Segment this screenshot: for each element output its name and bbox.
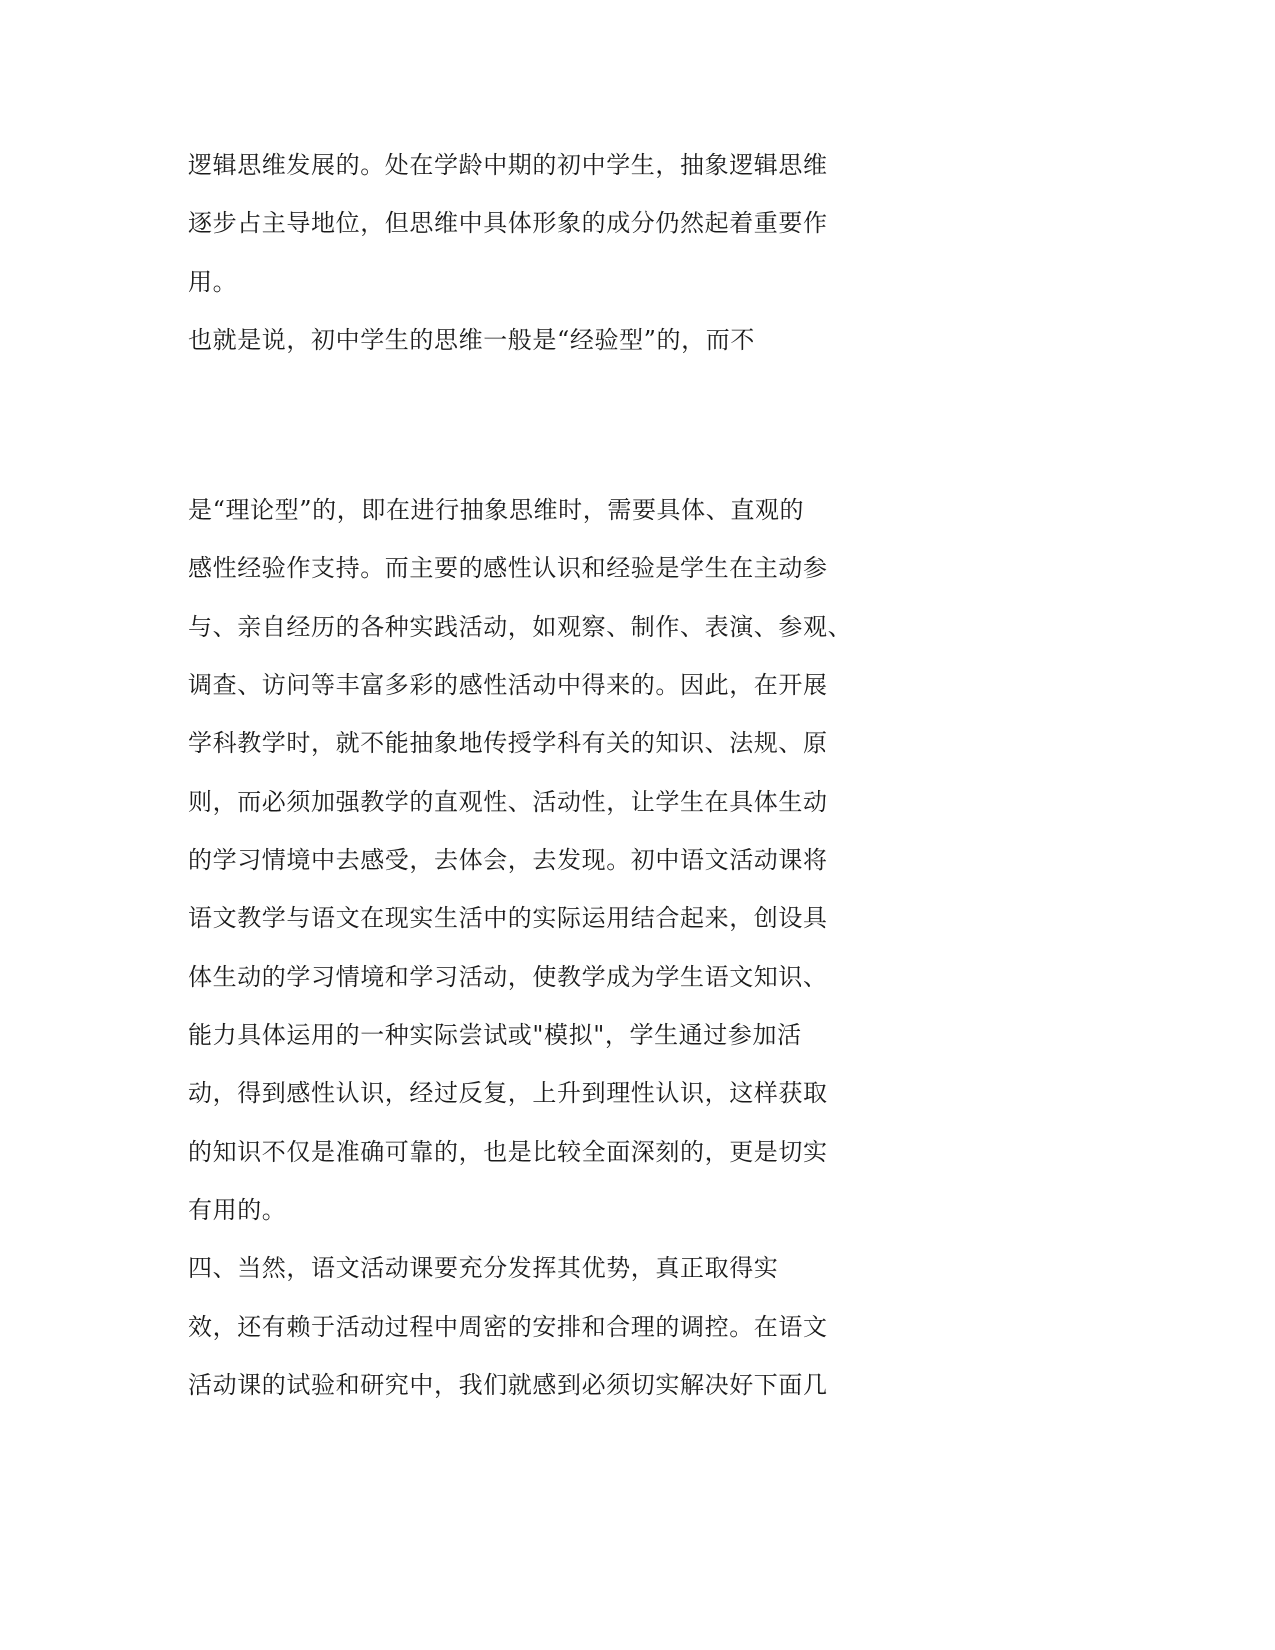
text-line: 体生动的学习情境和学习活动，使教学成为学生语文知识、: [188, 963, 828, 991]
text-line: 语文教学与语文在现实生活中的实际运用结合起来，创设具: [188, 904, 828, 932]
text-line: 能力具体运用的一种实际尝试或"模拟"，学生通过参加活: [188, 1021, 802, 1049]
text-line: 四、当然，语文活动课要充分发挥其优势，真正取得实: [188, 1254, 779, 1282]
text-line: 也就是说，初中学生的思维一般是“经验型”的，而不: [188, 326, 755, 354]
text-line: 调查、访问等丰富多彩的感性活动中得来的。因此，在开展: [188, 671, 828, 699]
text-line: 是“理论型”的，即在进行抽象思维时，需要具体、直观的: [188, 496, 805, 524]
text-line: 的学习情境中去感受，去体会，去发现。初中语文活动课将: [188, 846, 828, 874]
text-line: 感性经验作支持。而主要的感性认识和经验是学生在主动参: [188, 554, 828, 582]
text-line: 效，还有赖于活动过程中周密的安排和合理的调控。在语文: [188, 1313, 828, 1341]
text-line: 的知识不仅是准确可靠的，也是比较全面深刻的，更是切实: [188, 1138, 828, 1166]
text-line: 动，得到感性认识，经过反复，上升到理性认识，这样获取: [188, 1079, 828, 1107]
text-line: 活动课的试验和研究中，我们就感到必须切实解决好下面几: [188, 1371, 828, 1399]
text-line: 逐步占主导地位，但思维中具体形象的成分仍然起着重要作: [188, 209, 828, 237]
text-line: 用。: [188, 268, 238, 296]
text-line: 则，而必须加强教学的直观性、活动性，让学生在具体生动: [188, 788, 828, 816]
text-line: 与、亲自经历的各种实践活动，如观察、制作、表演、参观、: [188, 613, 853, 641]
text-line: 逻辑思维发展的。处在学龄中期的初中学生，抽象逻辑思维: [188, 151, 828, 179]
text-line: 有用的。: [188, 1196, 287, 1224]
text-line: 学科教学时，就不能抽象地传授学科有关的知识、法规、原: [188, 729, 828, 757]
